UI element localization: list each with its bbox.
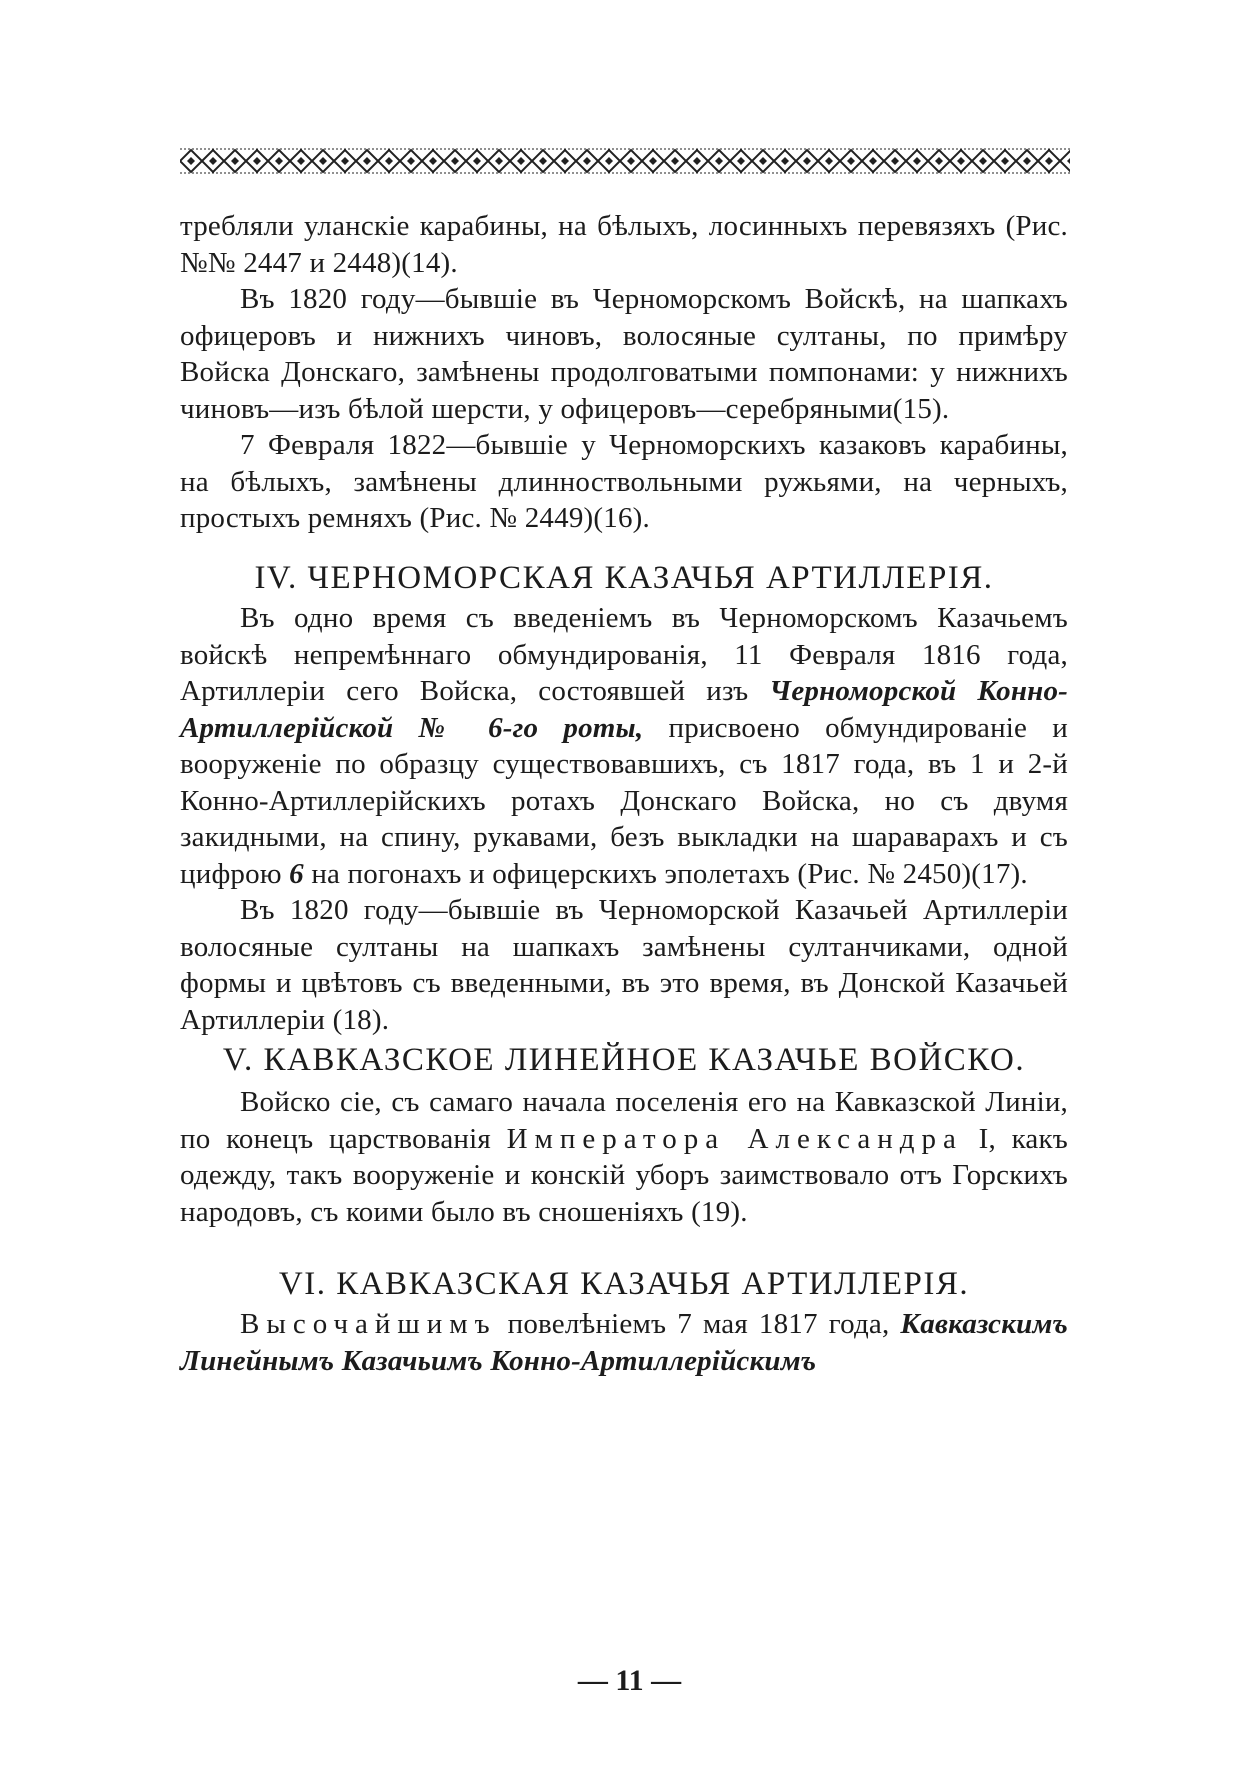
- section-iv: [180, 558, 1068, 598]
- paragraph-4-emphasis: Черноморской Конно-Артиллерійской № 6-го роты,: [180, 675, 1069, 744]
- paragraph-2: Въ 1820 году—бывшіе въ Черноморскомъ Войскѣ, на шапкахъ офицеровъ и нижнихъ чиновъ, волосяные султаны, по примѣру Войска Донскаго, замѣнены продолговатыми помпонами: у нижнихъ чиновъ—изъ бѣлой шерсти, у офицеровъ—серебряными(15).: [180, 283, 1068, 425]
- ornament-band: [180, 148, 1070, 174]
- paragraph-6-part-a: Войско сіе, съ самаго начала поселенія его на Кавказской Линіи, по конецъ царствованія: [180, 1086, 1068, 1155]
- paragraph-6-spaced-title: Императора Александра: [506, 1122, 963, 1155]
- paragraph-7-emphasis: Кавказскимъ Линейнымъ Казачьимъ Конно-Артиллерійскимъ: [180, 1308, 1068, 1377]
- paragraph-7: [180, 1306, 1068, 1379]
- section-iv-body: [180, 600, 1068, 1038]
- ornament-pattern-icon: [180, 148, 1070, 174]
- paragraph-7-part-a: повелѣніемъ 7 мая 1817 года,: [507, 1308, 890, 1340]
- section-v: [180, 1040, 1068, 1080]
- section-chernomorsk-army-cont: [180, 208, 1068, 537]
- paragraph-4-part-c: на погонахъ и офицерскихъ эполетахъ (Рис. № 2450)(17).: [311, 857, 1028, 890]
- paragraph-4-number: 6: [289, 857, 304, 890]
- paragraph-7-spaced-word: Высочайшимъ: [240, 1308, 497, 1340]
- paragraph-4-part-a: Въ одно время съ введеніемъ въ Черноморскомъ Казачьемъ войскѣ непремѣннаго обмундированія, 11 Февраля 1816 года, Артиллеріи сего Войска, состоявшей изъ: [180, 602, 1068, 707]
- paragraph-6: [180, 1084, 1068, 1230]
- paragraph-6-part-b: I, какъ одежду, такъ вооруженіе и конскій уборъ заимствовало отъ Горскихъ народовъ, съ коими было въ сношеніяхъ (19).: [180, 1122, 1068, 1228]
- paragraph-3: 7 Февраля 1822—бывшіе у Черноморскихъ казаковъ карабины, на бѣлыхъ, замѣнены длинноствольными ружьями, на черныхъ, простыхъ ремняхъ (Рис. № 2449)(16).: [180, 429, 1068, 534]
- paragraph-4-part-b: присвоено обмундированіе и вооруженіе по образцу существовавшихъ, съ 1817 года, въ 1 и 2-й Конно-Артиллерійскихъ ротахъ Донскаго Войска, но съ двумя закидными, на спину, рукавами, безъ выкладки на шараварахъ и съ цифрою: [180, 711, 1068, 890]
- section-vi: [180, 1264, 1068, 1304]
- heading-v: V. КАВКАЗСКОЕ ЛИНЕЙНОЕ КАЗАЧЬЕ ВОЙСКО.: [222, 1042, 1026, 1078]
- paragraph-1: требляли уланскіе карабины, на бѣлыхъ, лосинныхъ перевязяхъ (Рис. №№ 2447 и 2448)(14).: [180, 210, 1068, 279]
- heading-iv: IV. ЧЕРНОМОРСКАЯ КАЗАЧЬЯ АРТИЛЛЕРІЯ.: [254, 560, 994, 596]
- page-number: — 11 —: [577, 1664, 682, 1697]
- paragraph-5: Въ 1820 году—бывшіе въ Черноморской Казачьей Артиллеріи волосяные султаны на шапкахъ замѣнены султанчиками, одной формы и цвѣтовъ съ введенными, въ это время, въ Донской Казачьей Артиллеріи (18).: [180, 894, 1068, 1036]
- section-vi-body: [180, 1306, 1068, 1379]
- heading-vi: VI. КАВКАЗСКАЯ КАЗАЧЬЯ АРТИЛЛЕРІЯ.: [278, 1266, 970, 1302]
- paragraph-4: [180, 600, 1068, 892]
- section-v-body: [180, 1084, 1068, 1230]
